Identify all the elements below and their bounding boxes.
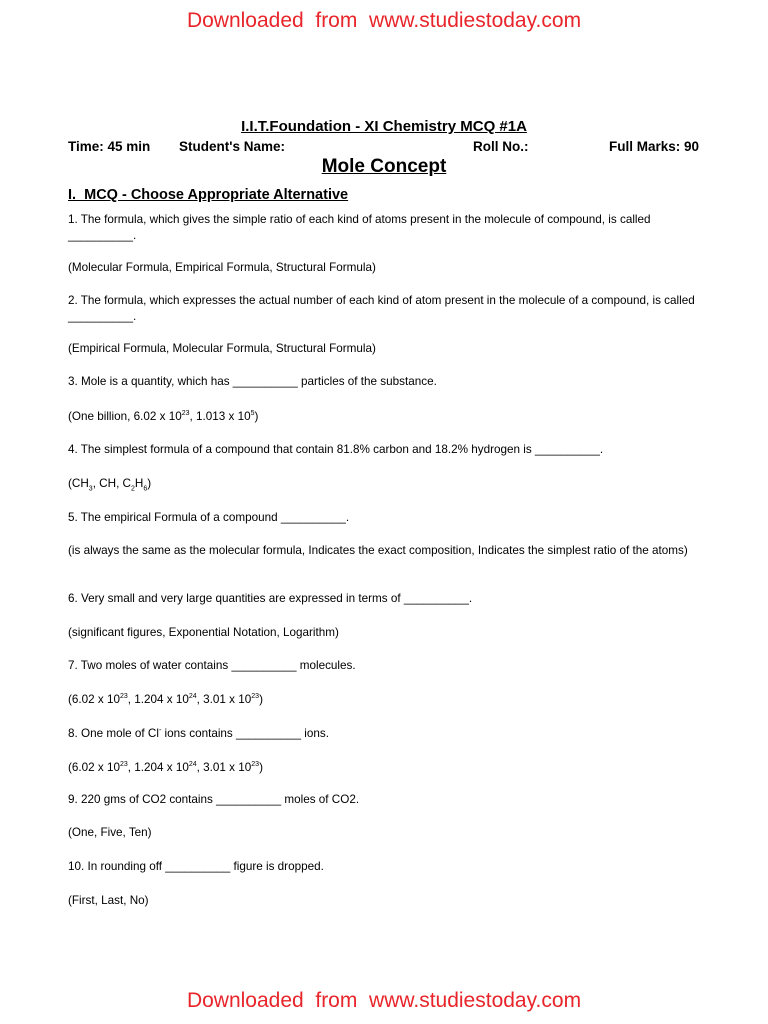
question-1: 1. The formula, which gives the simple ratio of each kind of atoms present in the molecule of compound, is called __________. [68,213,651,242]
question-9: 9. 220 gms of CO2 contains __________ moles of CO2. [68,793,360,806]
student-name-label: Student's Name: [179,139,285,154]
question-6: 6. Very small and very large quantities are expressed in terms of __________. [68,592,473,605]
options-1: (Molecular Formula, Empirical Formula, Structural Formula) [68,261,376,274]
question-10: 10. In rounding off __________ figure is dropped. [68,860,324,873]
question-5: 5. The empirical Formula of a compound __________. [68,511,350,524]
section-heading: I. MCQ - Choose Appropriate Alternative [68,187,349,203]
download-banner-top: Downloaded from www.studiestoday.com [186,9,582,32]
options-9: (One, Five, Ten) [68,826,152,839]
full-marks-label: Full Marks: 90 [608,139,699,154]
question-8: 8. One mole of Cl- ions contains __________ ions. [68,727,329,740]
series-title: I.I.T.Foundation - XI Chemistry MCQ #1A [241,118,527,135]
roll-no-label: Roll No.: [473,139,529,154]
options-3: (One billion, 6.02 x $10^{23}$, 1.013 x $10^5$) [68,410,259,423]
options-7: (6.02 x $10^{23}$, 1.204 x $10^{24}$, 3.01 x $10^{23}$) [68,693,263,706]
options-6: (significant figures, Exponential Notation, Logarithm) [68,626,339,639]
options-8: (6.02 x $10^{23}$, 1.204 x $10^{24}$, 3.01 x $10^{23}$) [68,761,263,774]
question-2: 2. The formula, which expresses the actual number of each kind of atom present in the molecule of a compound, is called __________. [68,294,695,323]
options-10: (First, Last, No) [68,894,149,907]
question-7: 7. Two moles of water contains __________ molecules. [68,659,356,672]
time-label: Time: 45 min [68,139,151,154]
options-4: ($CH_3$, CH, $C_2H_6$) [68,477,152,493]
page-title: Mole Concept [321,156,447,177]
download-banner-bottom: Downloaded from www.studiestoday.com [186,989,582,1012]
question-4: 4. The simplest formula of a compound that contain 81.8% carbon and 18.2% hydrogen is __________. [68,443,604,456]
options-5: (is always the same as the molecular formula, Indicates the exact composition, Indicates the simplest ratio of the atoms) [68,544,688,557]
options-2: (Empirical Formula, Molecular Formula, Structural Formula) [68,342,376,355]
question-3: 3. Mole is a quantity, which has __________ particles of the substance. [68,375,437,388]
